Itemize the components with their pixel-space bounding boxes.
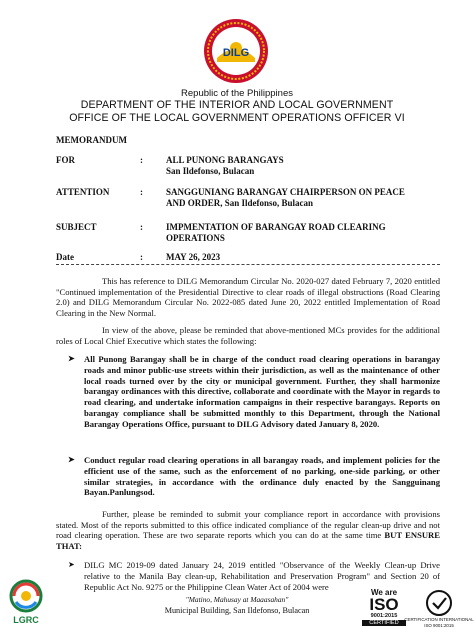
cert-text: CERTIFICATION INTERNATIONAL (404, 617, 474, 622)
attention-value-sub: AND ORDER, San Ildefonso, Bulacan (166, 198, 314, 208)
cert-code: ISO 9001:2015 (424, 623, 454, 628)
paragraph-reference: This has reference to DILG Memorandum Circular No. 2020-027 dated February 7, 2020 entitled "Continued implementation of the Presidential Directive to clear roads of illegal obstructions (Road Clearing 2.0) and DILG Memorandum Circular No. 2022-085 dated June 20, 2022 entitled Implementation of Road Clearing in the New Normal. (56, 276, 440, 318)
paragraph-reminder-text: Further, please be reminded to submit your compliance report in accordance with provisions stated. Most of the reports submitted to this office indicated compliance of the regular clean-up drive and not road clearing operation. These are two separate reports which you can do at the same time (56, 509, 440, 541)
arrow-bullet-icon: ➤ (68, 354, 75, 363)
for-colon: : (140, 155, 143, 165)
dashed-divider (56, 264, 440, 265)
bullet-regular-clearing-text: Conduct regular road clearing operations in all barangay roads, and implement policies for the efficient use of the same, such as the enforcement of no parking, one-side parking, or other similar strategies, in accordance with the ordinance duly enacted by the Sangguinang Bayan.Panlungsod. (84, 455, 440, 498)
paragraph-view: In view of the above, please be reminded that above-mentioned MCs provides for the additional roles of Local Chief Executive which states the following: (56, 325, 440, 346)
certification-international-logo (404, 588, 474, 630)
date-label: Date (56, 252, 74, 262)
paragraph-reminder (56, 509, 440, 551)
lgrc-logo (8, 579, 44, 629)
subject-value (166, 222, 476, 244)
iso-badge (358, 588, 410, 630)
subject-value-main: IMPMENTATION OF BARANGAY ROAD CLEARING (166, 222, 386, 232)
attention-value-main: SANGGUNIANG BARANGAY CHAIRPERSON ON PEACE (166, 187, 405, 197)
footer-address: Municipal Building, San Ildefonso, Bulacan (164, 606, 310, 615)
for-label: FOR (56, 155, 75, 165)
iso-big-text: ISO (369, 595, 399, 614)
attention-value (166, 187, 476, 209)
paragraph-reminder-emphasis: BUT ENSURE THAT (56, 530, 440, 551)
arrow-bullet-icon: ➤ (68, 455, 75, 464)
footer-motto: "Matino, Mahusay at Maaasahan" (185, 595, 289, 604)
for-value (166, 155, 476, 177)
paragraph-reminder-colon: : (79, 540, 82, 551)
subject-label: SUBJECT (56, 222, 97, 232)
bullet-regular-clearing (68, 455, 440, 498)
date-value: MAY 26, 2023 (166, 252, 221, 262)
arrow-bullet-icon: ➤ (68, 560, 75, 569)
iso-code: 9001:2015 (370, 613, 398, 619)
department-line: DEPARTMENT OF THE INTERIOR AND LOCAL GOVERNMENT (80, 99, 394, 111)
date-colon: : (140, 252, 143, 262)
bullet-punong-barangay-text: All Punong Barangay shall be in charge of the conduct road clearing operations in barangay roads and minor public-use streets within their jurisdiction, as well as the maintenance of other local roads turned over by the city or municipal government. Further, they shall harmonize barangay ordinances with this directive, collaborate and coordinate with the Mayor in regards to road clearing, and undertake information campaigns in their respective barangays. Reports on barangay compliance shall be submitted monthly to this Department, through the National Barangay Operations Office, pursuant to DILG Advisory dated January 8, 2020. (84, 354, 440, 429)
iso-we-are: We are (370, 588, 398, 597)
bullet-punong-barangay (68, 354, 440, 430)
subject-value-sub: OPERATIONS (166, 233, 225, 243)
seal-text: DILG (222, 47, 250, 59)
iso-certified: CERTIFIED (362, 620, 406, 626)
attention-label: ATTENTION (56, 187, 110, 197)
dilg-seal-logo (203, 18, 269, 84)
bullet-dilg-mc-text: DILG MC 2019-09 dated January 24, 2019 entitled "Observance of the Weekly Clean-up Drive relative to the Manila Bay clean-up, Rehabilitation and Preservation Program" and Section 20 of Republic Act No. 9275 or the Philippine Clean Water Act of 2004 were (84, 560, 440, 592)
attention-colon: : (140, 187, 143, 197)
office-line: OFFICE OF THE LOCAL GOVERNMENT OPERATIONS OFFICER VI (69, 112, 405, 124)
lgrc-text: LGRC (13, 615, 39, 625)
subject-colon: : (140, 222, 143, 232)
for-value-sub: San Ildefonso, Bulacan (166, 166, 255, 176)
for-value-main: ALL PUNONG BARANGAYS (166, 155, 284, 165)
memo-title: MEMORANDUM (56, 135, 127, 145)
republic-line: Republic of the Philippines (181, 88, 293, 99)
